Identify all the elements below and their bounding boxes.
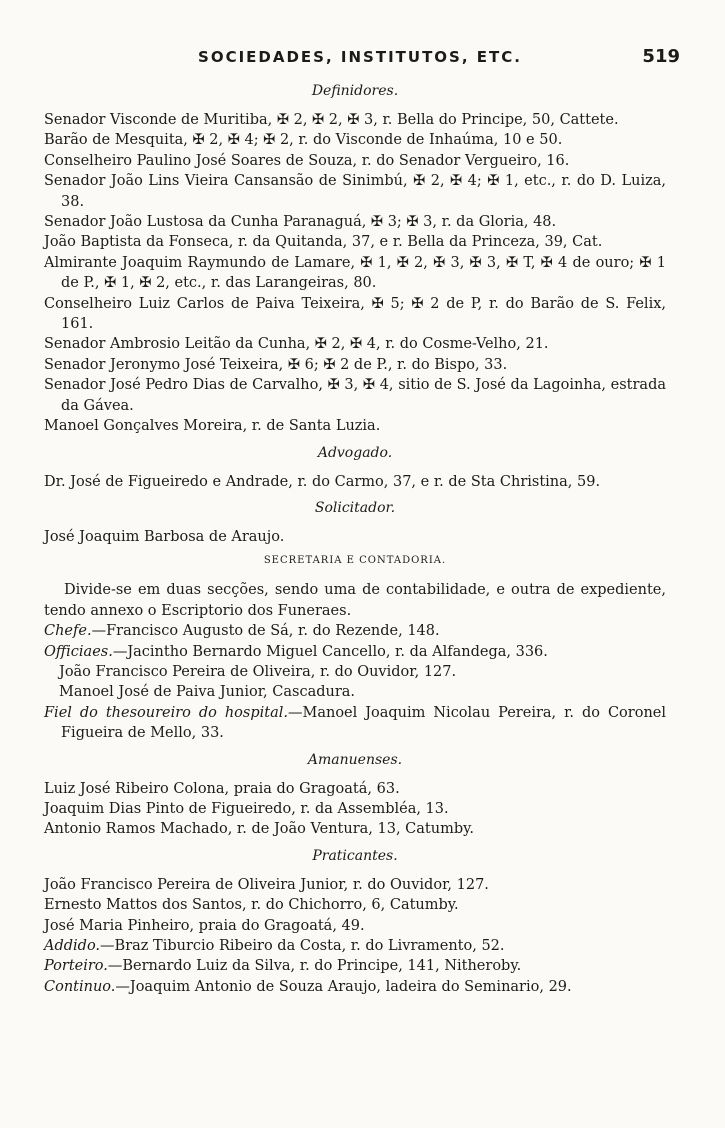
list-item: Manoel Gonçalves Moreira, r. de Santa Luzia. (44, 418, 381, 435)
list-item: Almirante Joaquim Raymundo de Lamare, ✠ 1, ✠ 2, ✠ 3, ✠ 3, ✠ T, ✠ 4 de ouro; ✠ 1 de P., ✠ 1, ✠ 2, etc., r. das Larangeiras, 80. (44, 254, 666, 292)
secretaria-intro: Divide-se em duas secções, sendo uma de contabilidade, e outra de expediente, tendo annexo o Escriptorio dos Funeraes. (44, 582, 666, 619)
list-item: João Francisco Pereira de Oliveira Junior, r. do Ouvidor, 127. (44, 876, 489, 893)
porteiro-entry (44, 956, 666, 976)
role-label: Fiel do thesoureiro do hospital. (44, 704, 288, 721)
list-item: Antonio Ramos Machado, r. de João Ventura, 13, Catumby. (44, 821, 474, 838)
list-item: Luiz José Ribeiro Colona, praia do Gragoatá, 63. (44, 780, 400, 797)
list-item: João Baptista da Fonseca, r. da Quitanda, 37, e r. Bella da Princeza, 39, Cat. (44, 234, 603, 251)
page-number: 519 (642, 46, 680, 67)
role-label: Porteiro. (44, 958, 108, 975)
list-item: Senador Ambrosio Leitão da Cunha, ✠ 2, ✠ 4, r. do Cosme-Velho, 21. (44, 336, 549, 353)
officiaes-entry (44, 642, 666, 662)
role-label: Chefe. (44, 623, 92, 640)
running-title: SOCIEDADES, INSTITUTOS, ETC. (198, 48, 522, 66)
section-heading-solicitador: Solicitador. (314, 499, 396, 516)
role-label: Officiaes. (44, 643, 113, 660)
list-item: Joaquim Dias Pinto de Figueiredo, r. da Assembléa, 13. (44, 800, 449, 817)
list-item: José Joaquim Barbosa de Araujo. (44, 528, 285, 545)
role-label: Continuo. (44, 978, 116, 995)
section-heading-secretaria: SECRETARIA E CONTADORIA. (263, 555, 447, 567)
section-heading-definidores: Definidores. (311, 83, 399, 99)
list-item: Senador José Pedro Dias de Carvalho, ✠ 3, ✠ 4, sitio de S. José da Lagoinha, estrada da Gávea. (44, 377, 666, 414)
continuo-entry (44, 977, 666, 997)
section-heading-advogado: Advogado. (317, 444, 393, 461)
addido-entry (44, 936, 666, 956)
list-item: Manoel José de Paiva Junior, Cascadura. (59, 684, 356, 701)
role-text: —Jacintho Bernardo Miguel Cancello, r. da Alfandega, 336. (112, 643, 548, 660)
list-item: Barão de Mesquita, ✠ 2, ✠ 4; ✠ 2, r. do Visconde de Inhaúma, 10 e 50. (44, 132, 563, 149)
role-label: Addido. (44, 938, 101, 954)
role-text: —Francisco Augusto de Sá, r. do Rezende, 148. (91, 623, 440, 640)
list-item: Senador João Lustosa da Cunha Paranaguá, ✠ 3; ✠ 3, r. da Gloria, 48. (44, 214, 557, 231)
section-heading-amanuenses: Amanuenses. (307, 751, 403, 768)
list-item: Dr. José de Figueiredo e Andrade, r. do Carmo, 37, e r. de Sta Christina, 59. (44, 473, 601, 490)
list-item: Conselheiro Luiz Carlos de Paiva Teixeira, ✠ 5; ✠ 2 de P, r. do Barão de S. Felix, 161. (44, 295, 666, 333)
chefe-entry (44, 621, 666, 641)
role-text: —Manoel Joaquim Nicolau Pereira, r. do Coronel Figueira de Mello, 33. (61, 704, 667, 742)
definidores-list (44, 110, 666, 437)
role-text: —Braz Tiburcio Ribeiro da Costa, r. do Livramento, 52. (100, 938, 505, 954)
list-item: Ernesto Mattos dos Santos, r. do Chichorro, 6, Catumby. (44, 897, 459, 914)
role-text: —Bernardo Luiz da Silva, r. do Principe, 141, Nitheroby. (107, 958, 522, 975)
list-item: Senador Visconde de Muritiba, ✠ 2, ✠ 2, ✠ 3, r. Bella do Principe, 50, Cattete. (44, 112, 619, 128)
list-item: Senador João Lins Vieira Cansansão de Sinimbú, ✠ 2, ✠ 4; ✠ 1, etc., r. do D. Luiza, 38. (44, 173, 666, 210)
page-header (40, 48, 680, 74)
list-item: Senador Jeronymo José Teixeira, ✠ 6; ✠ 2 de P., r. do Bispo, 33. (44, 356, 508, 373)
section-heading-praticantes: Praticantes. (312, 847, 398, 864)
role-text: —Joaquim Antonio de Souza Araujo, ladeira do Seminario, 29. (115, 978, 572, 995)
list-item: José Maria Pinheiro, praia do Gragoatá, 49. (44, 917, 365, 934)
list-item: Conselheiro Paulino José Soares de Souza, r. do Senador Vergueiro, 16. (44, 152, 570, 169)
fiel-entry (44, 703, 666, 744)
page-body (44, 82, 666, 997)
list-item: João Francisco Pereira de Oliveira, r. do Ouvidor, 127. (59, 663, 457, 680)
